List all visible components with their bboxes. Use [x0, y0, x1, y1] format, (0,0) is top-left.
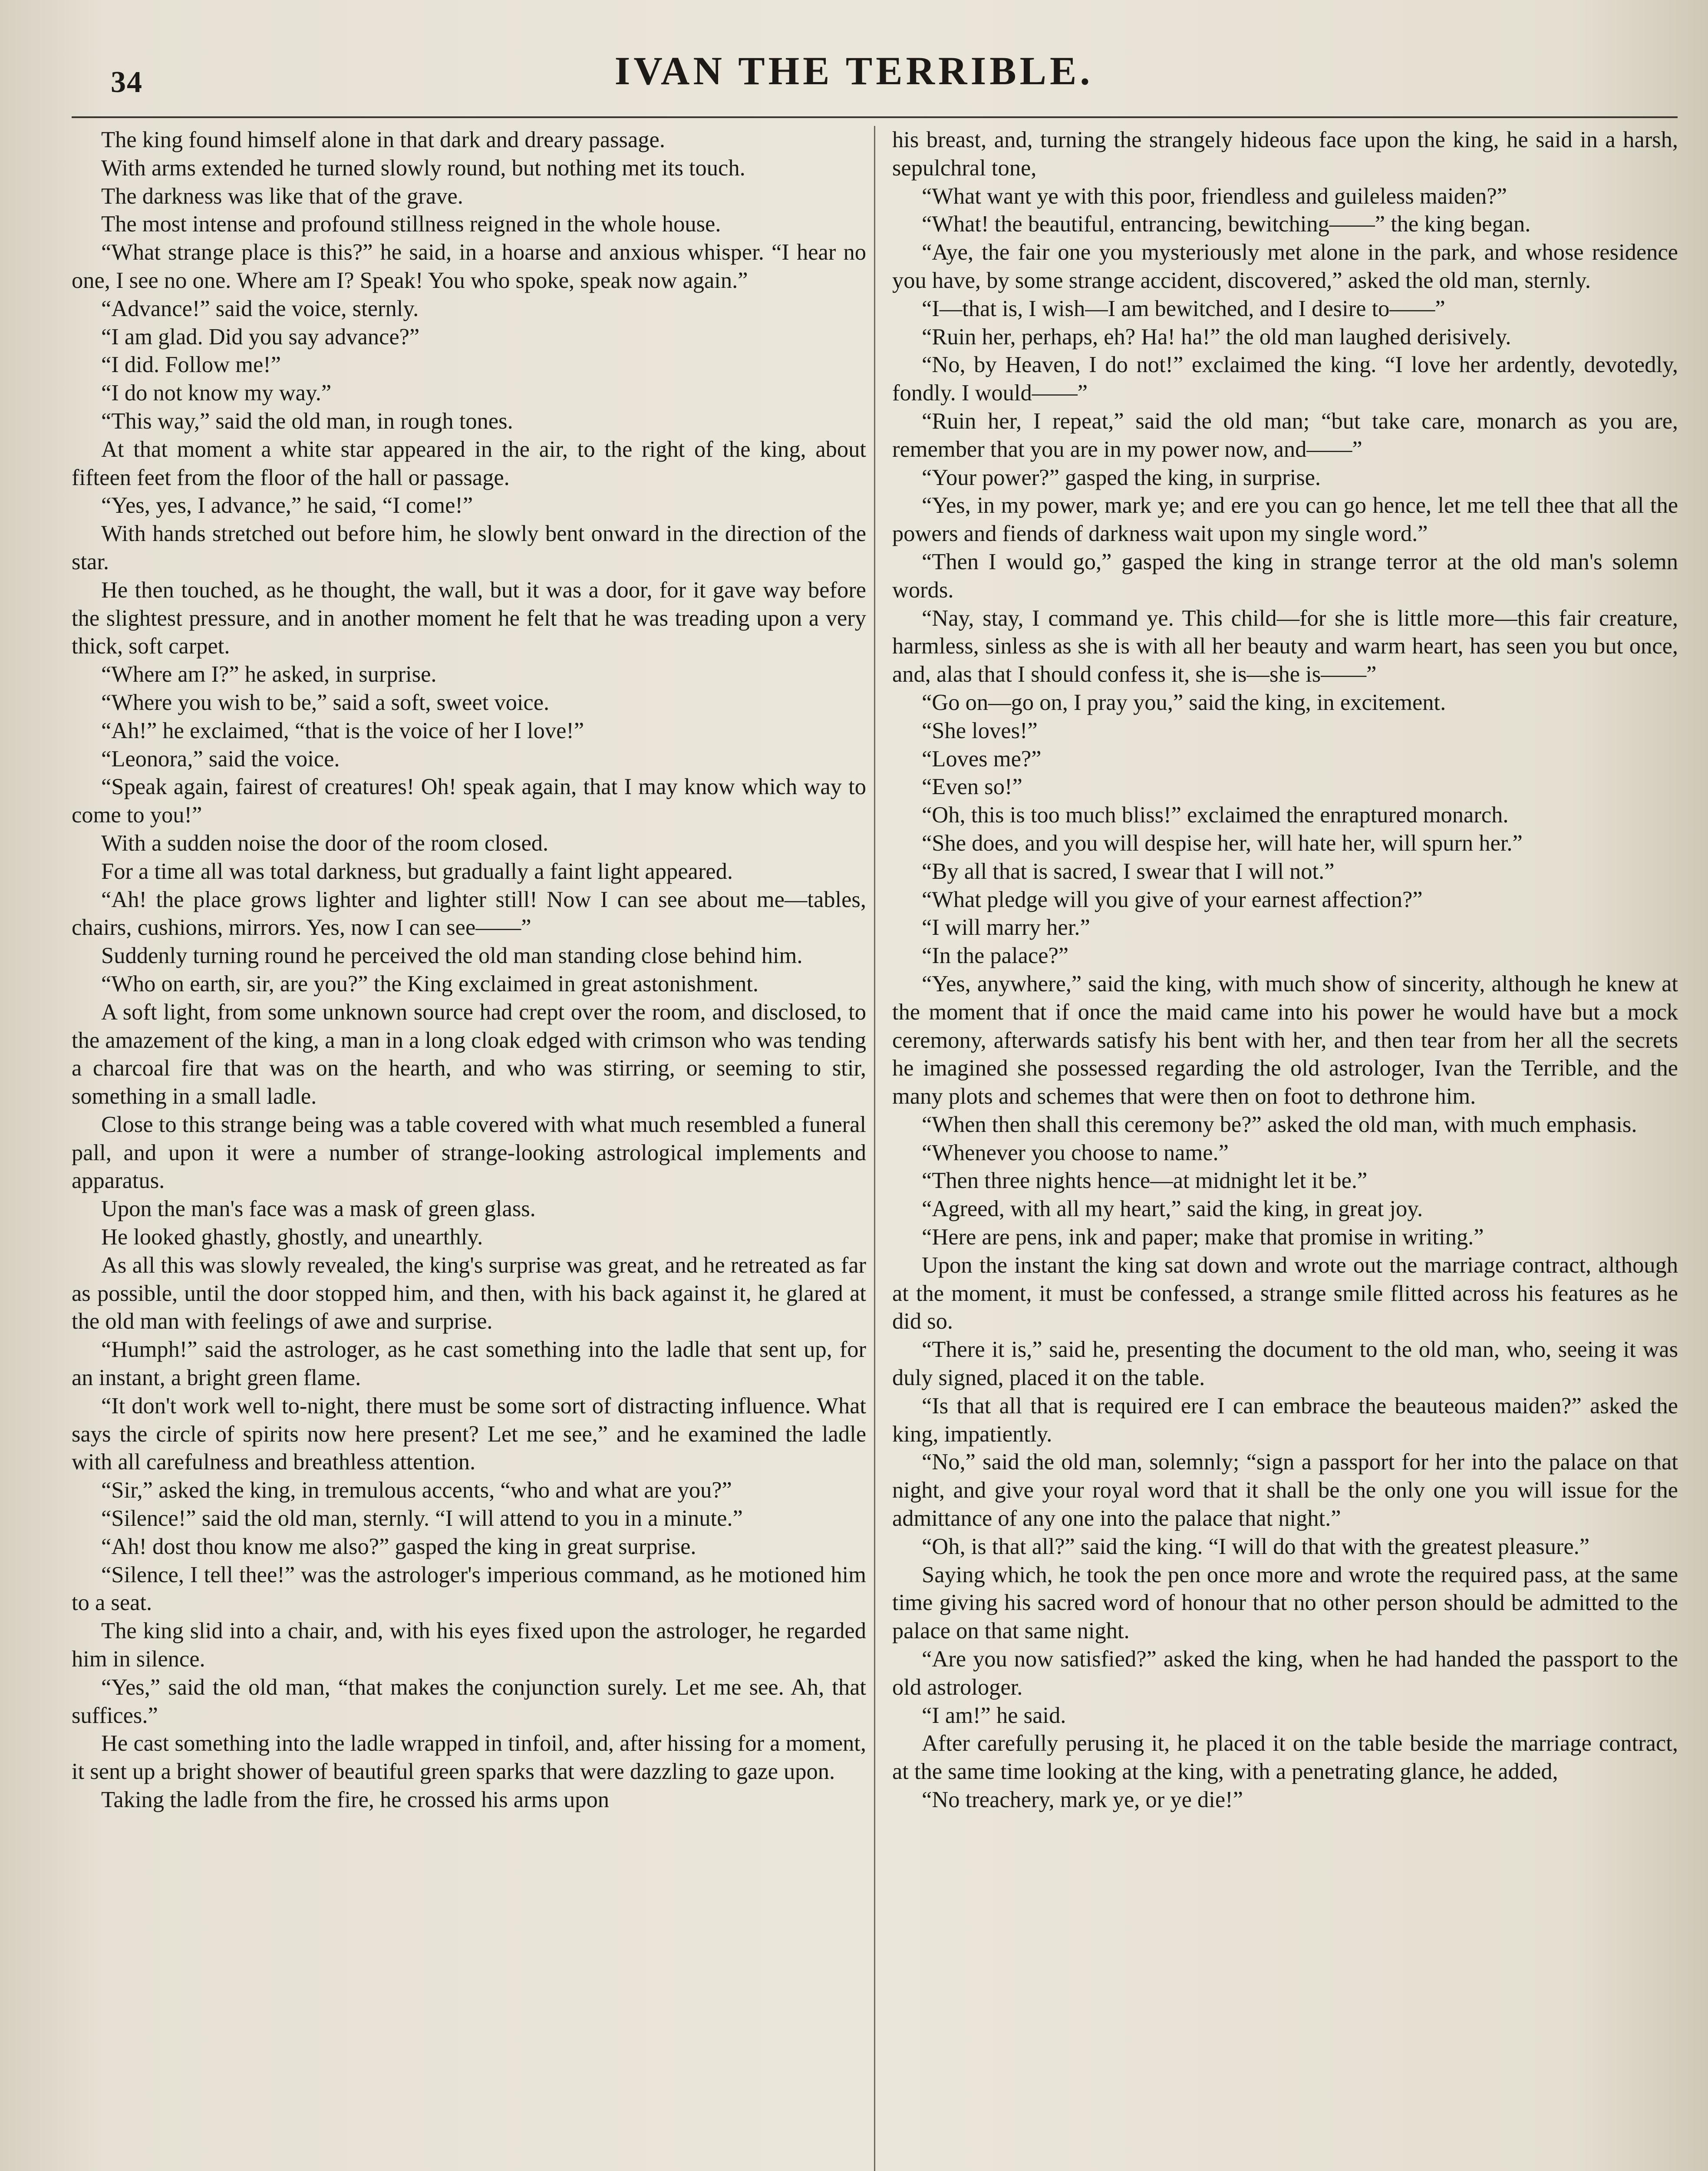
- paragraph: “Then I would go,” gasped the king in strange terror at the old man's solemn words.: [892, 549, 1678, 603]
- paragraph: He then touched, as he thought, the wall, but it was a door, for it gave way before the slightest pressure, and in another moment he felt that he was treading upon a very thick, soft carpet.: [72, 577, 866, 659]
- paragraph: “When then shall this ceremony be?” asked the old man, with much emphasis.: [922, 1112, 1637, 1137]
- page-header: [0, 48, 1708, 113]
- paragraph: He looked ghastly, ghostly, and unearthly.: [101, 1224, 483, 1250]
- paragraph: Suddenly turning round he perceived the old man standing close behind him.: [101, 943, 803, 969]
- column-divider: [874, 126, 875, 2171]
- paragraph: “I am!” he said.: [922, 1702, 1066, 1728]
- paragraph: “No,” said the old man, solemnly; “sign a passport for her into the palace on that night, and give your royal word that it shall be the only one you will issue for the admittance of any one into the palace that night.”: [892, 1449, 1678, 1531]
- paragraph: “Advance!” said the voice, sternly.: [101, 296, 419, 321]
- paragraph: “Silence, I tell thee!” was the astrologer's imperious command, as he motioned him to a seat.: [72, 1562, 866, 1616]
- paragraph: “I do not know my way.”: [101, 380, 332, 406]
- paragraph: “Oh, this is too much bliss!” exclaimed the enraptured monarch.: [922, 802, 1509, 828]
- paragraph: “Where am I?” he asked, in surprise.: [101, 662, 437, 687]
- paragraph: “What strange place is this?” he said, in a hoarse and anxious whisper. “I hear no one, I see no one. Where am I? Speak! You who spoke, speak now again.”: [72, 240, 866, 293]
- paragraph: “Yes, in my power, mark ye; and ere you can go hence, let me tell thee that all the powers and fiends of darkness wait upon my single word.”: [892, 493, 1678, 547]
- paragraph: “Where you wish to be,” said a soft, sweet voice.: [101, 690, 550, 715]
- paragraph: Taking the ladle from the fire, he crossed his arms upon: [101, 1787, 609, 1813]
- paragraph: “Even so!”: [922, 774, 1022, 800]
- paragraph: With arms extended he turned slowly round, but nothing met its touch.: [101, 155, 745, 181]
- paragraph: “It don't work well to-night, there must be some sort of distracting influence. What says the circle of spirits now here present? Let me see,” and he examined the ladle with all carefulness and breathless attention.: [72, 1393, 866, 1475]
- paragraph: “I am glad. Did you say advance?”: [101, 324, 420, 350]
- paragraph: “Speak again, fairest of creatures! Oh! speak again, that I may know which way to come to you!”: [72, 774, 866, 828]
- paragraph: “Sir,” asked the king, in tremulous accents, “who and what are you?”: [101, 1478, 732, 1503]
- paragraph: “Whenever you choose to name.”: [922, 1140, 1229, 1165]
- running-title: IVAN THE TERRIBLE.: [614, 49, 1094, 93]
- paragraph: “Your power?” gasped the king, in surprise.: [922, 465, 1321, 490]
- paragraph: He cast something into the ladle wrapped in tinfoil, and, after hissing for a moment, it sent up a bright shower of beautiful green sparks that were dazzling to gaze upon.: [72, 1731, 866, 1785]
- paragraph: “No, by Heaven, I do not!” exclaimed the king. “I love her ardently, devotedly, fondly. I would——”: [892, 352, 1678, 406]
- paragraph: “Ruin her, perhaps, eh? Ha! ha!” the old man laughed derisively.: [922, 324, 1511, 350]
- paragraph: Saying which, he took the pen once more and wrote the required pass, at the same time giving his sacred word of honour that no other person should be admitted to the palace on that same night.: [892, 1562, 1678, 1644]
- paragraph: A soft light, from some unknown source had crept over the room, and disclosed, to the amazement of the king, a man in a long cloak edged with crimson who was tending a charcoal fire that was on the hearth, and who was stirring, or seeming to stir, something in a small ladle.: [72, 999, 866, 1109]
- paragraph: The king slid into a chair, and, with his eyes fixed upon the astrologer, he regarded him in silence.: [72, 1618, 866, 1672]
- paragraph: “Is that all that is required ere I can embrace the beauteous maiden?” asked the king, impatiently.: [892, 1393, 1678, 1447]
- paragraph: Upon the man's face was a mask of green glass.: [101, 1196, 536, 1222]
- paragraph: For a time all was total darkness, but gradually a faint light appeared.: [101, 858, 733, 884]
- paragraph: “Agreed, with all my heart,” said the king, in great joy.: [922, 1196, 1423, 1222]
- paragraph: “There it is,” said he, presenting the document to the old man, who, seeing it was duly signed, placed it on the table.: [892, 1337, 1678, 1391]
- right-text-column: [892, 126, 1678, 2171]
- paragraph: “What pledge will you give of your earnest affection?”: [922, 887, 1423, 912]
- paragraph: “Go on—go on, I pray you,” said the king, in excitement.: [922, 690, 1446, 715]
- paragraph: At that moment a white star appeared in the air, to the right of the king, about fifteen feet from the floor of the hall or passage.: [72, 436, 866, 490]
- paragraph: “I will marry her.”: [922, 915, 1090, 940]
- paragraph: “By all that is sacred, I swear that I will not.”: [922, 858, 1335, 884]
- paragraph: “I—that is, I wish—I am bewitched, and I desire to——”: [922, 296, 1445, 321]
- paragraph: “Ah!” he exclaimed, “that is the voice of her I love!”: [101, 718, 584, 743]
- paragraph: “Loves me?”: [922, 746, 1042, 772]
- paragraph: With hands stretched out before him, he slowly bent onward in the direction of the star.: [72, 521, 866, 574]
- paragraph: “This way,” said the old man, in rough tones.: [101, 408, 513, 434]
- paragraph: “Yes,” said the old man, “that makes the conjunction surely. Let me see. Ah, that suffices.”: [72, 1674, 866, 1728]
- page-number: 34: [111, 66, 143, 99]
- paragraph: “She does, and you will despise her, will hate her, will spurn her.”: [922, 830, 1523, 856]
- paragraph: “Silence!” said the old man, sternly. “I will attend to you in a minute.”: [101, 1506, 743, 1531]
- paragraph: After carefully perusing it, he placed it on the table beside the marriage contract, at the same time looking at the king, with a penetrating glance, he added,: [892, 1731, 1678, 1785]
- paragraph: “Here are pens, ink and paper; make that promise in writing.”: [922, 1224, 1484, 1250]
- paragraph: “Ah! the place grows lighter and lighter still! Now I can see about me—tables, chairs, cushions, mirrors. Yes, now I can see——”: [72, 887, 866, 940]
- paragraph: “Aye, the fair one you mysteriously met alone in the park, and whose residence you have, by some strange accident, discovered,” asked the old man, sternly.: [892, 240, 1678, 293]
- paragraph: “Who on earth, sir, are you?” the King exclaimed in great astonishment.: [101, 971, 759, 996]
- header-rule: [72, 116, 1678, 118]
- paragraph: “No treachery, mark ye, or ye die!”: [922, 1787, 1243, 1813]
- paragraph: “What! the beautiful, entrancing, bewitching——” the king began.: [922, 211, 1531, 237]
- paragraph: his breast, and, turning the strangely hideous face upon the king, he said in a harsh, sepulchral tone,: [892, 127, 1678, 181]
- paragraph: “Nay, stay, I command ye. This child—for she is little more—this fair creature, harmless, sinless as she is with all her beauty and warm heart, has seen you but once, and, alas that I should confess it, she is—she is——”: [892, 605, 1678, 687]
- paragraph: “Humph!” said the astrologer, as he cast something into the ladle that sent up, for an instant, a bright green flame.: [72, 1337, 866, 1391]
- paragraph: “In the palace?”: [922, 943, 1069, 969]
- paragraph: “Oh, is that all?” said the king. “I will do that with the greatest pleasure.”: [922, 1534, 1590, 1559]
- left-text-column: [72, 126, 866, 2171]
- paragraph: “What want ye with this poor, friendless and guileless maiden?”: [922, 183, 1507, 209]
- paragraph: “Leonora,” said the voice.: [101, 746, 340, 772]
- paragraph: “Yes, yes, I advance,” he said, “I come!”: [101, 493, 473, 518]
- paragraph: “Ah! dost thou know me also?” gasped the king in great surprise.: [101, 1534, 696, 1559]
- paragraph: “I did. Follow me!”: [101, 352, 281, 378]
- paragraph: The king found himself alone in that dark and dreary passage.: [101, 127, 665, 152]
- paragraph: “Ruin her, I repeat,” said the old man; “but take care, monarch as you are, remember that you are in my power now, and——”: [892, 408, 1678, 462]
- paragraph: The darkness was like that of the grave.: [101, 183, 463, 209]
- paragraph: “She loves!”: [922, 718, 1038, 743]
- paragraph: As all this was slowly revealed, the king's surprise was great, and he retreated as far as possible, until the door stopped him, and then, with his back against it, he glared at the old man with feelings of awe and surprise.: [72, 1252, 866, 1334]
- paragraph: With a sudden noise the door of the room closed.: [101, 830, 549, 856]
- paragraph: Close to this strange being was a table covered with what much resembled a funeral pall, and upon it were a number of strange-looking astrological implements and apparatus.: [72, 1112, 866, 1194]
- paragraph: “Then three nights hence—at midnight let it be.”: [922, 1168, 1368, 1194]
- paragraph: “Yes, anywhere,” said the king, with much show of sincerity, although he knew at the moment that if once the maid came into his power he would have but a mock ceremony, afterwards satisfy his bent with her, and then tear from her all the secrets he imagined she possessed regarding the old astrologer, Ivan the Terrible, and the many plots and schemes that were then on foot to dethrone him.: [892, 971, 1678, 1109]
- paragraph: “Are you now satisfied?” asked the king, when he had handed the passport to the old astrologer.: [892, 1646, 1678, 1700]
- paragraph: Upon the instant the king sat down and wrote out the marriage contract, although at the moment, it must be confessed, a strange smile flitted across his features as he did so.: [892, 1252, 1678, 1334]
- paragraph: The most intense and profound stillness reigned in the whole house.: [101, 211, 721, 237]
